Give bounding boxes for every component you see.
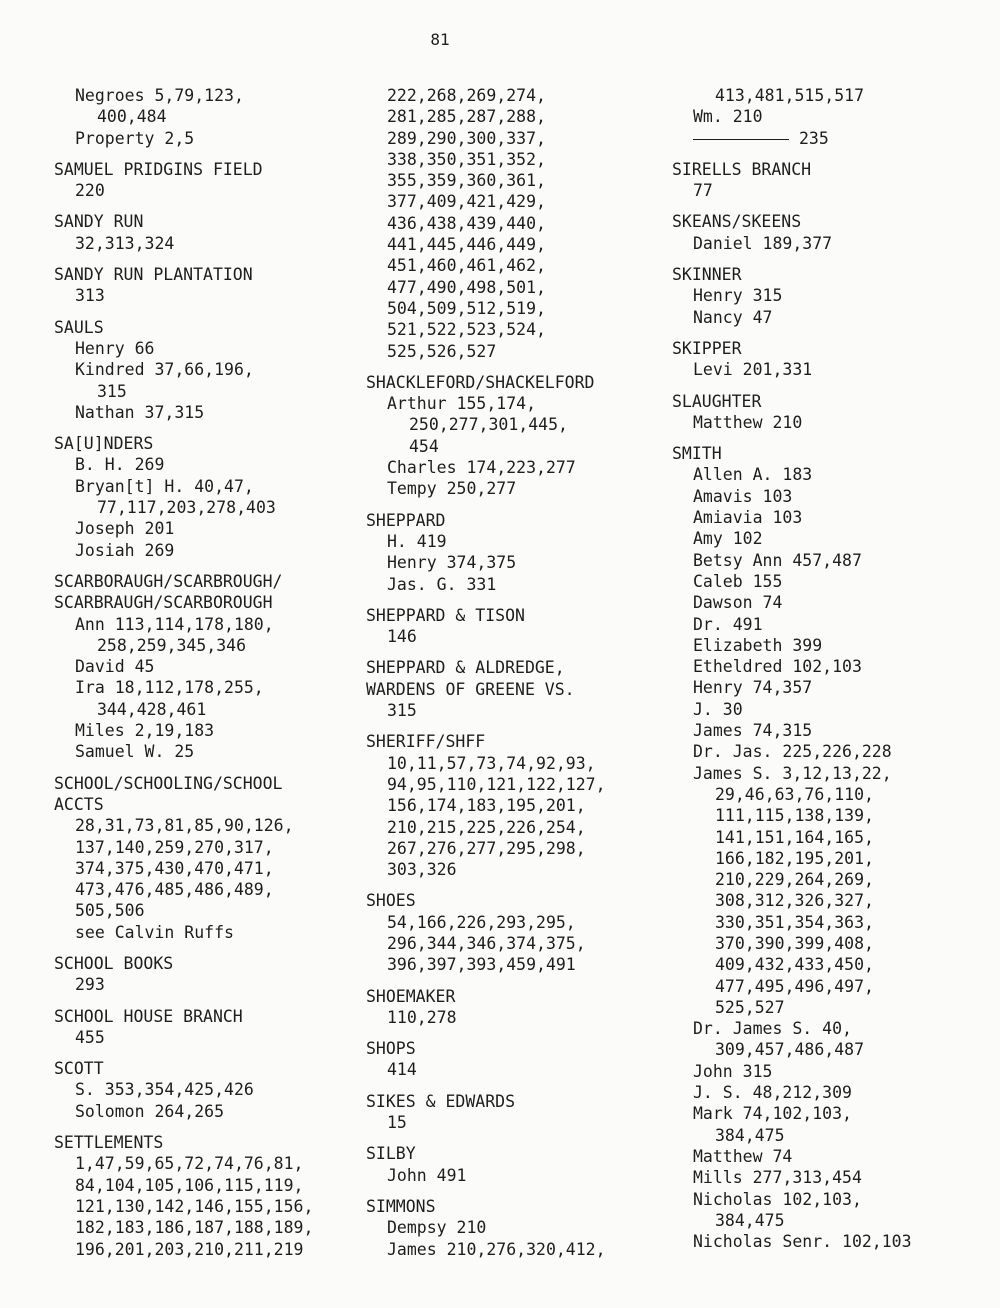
entry-heading: SIRELLS BRANCH — [672, 159, 812, 179]
entry-line: Nicholas Senr. 102,103 — [693, 1232, 912, 1252]
entry-line: J. 30 — [693, 699, 743, 719]
entry-line: Samuel W. 25 — [75, 742, 195, 762]
index-entry — [366, 1143, 666, 1186]
entry-heading: SHERIFF/SHFF — [366, 732, 486, 752]
entry-line: 344,428,461 — [97, 699, 207, 719]
entry-line: H. 419 — [387, 531, 447, 551]
entry-line: 54,166,226,293,295, — [387, 912, 576, 932]
entry-line: Henry 374,375 — [387, 553, 517, 573]
entry-line: S. 353,354,425,426 — [75, 1080, 254, 1100]
entry-line: 77 — [693, 181, 713, 201]
entry-line: Amy 102 — [693, 529, 763, 549]
entry-line: Kindred 37,66,196, — [75, 360, 254, 380]
entry-line: 436,438,439,440, — [387, 213, 546, 233]
entry-line: 281,285,287,288, — [387, 107, 546, 127]
entry-line: Mills 277,313,454 — [693, 1168, 862, 1188]
entry-line: 220 — [75, 181, 105, 201]
entry-line: 210,229,264,269, — [715, 870, 874, 890]
entry-line: 355,359,360,361, — [387, 171, 546, 191]
blank-name-line — [693, 139, 789, 140]
entry-line: David 45 — [75, 657, 155, 677]
index-entry — [366, 890, 666, 975]
entry-line: 384,475 — [715, 1210, 785, 1230]
index-entry — [366, 605, 666, 648]
entry-line: 1,47,59,65,72,74,76,81, — [75, 1154, 304, 1174]
entry-line: Etheldred 102,103 — [693, 657, 862, 677]
entry-heading: SCHOOL/SCHOOLING/SCHOOL — [54, 773, 283, 793]
index-entry — [54, 433, 354, 561]
index-entry — [366, 986, 666, 1029]
index-entry — [54, 211, 354, 254]
entry-line: B. H. 269 — [75, 455, 165, 475]
index-entry — [366, 1196, 666, 1260]
entry-heading: SLAUGHTER — [672, 391, 762, 411]
entry-line: 94,95,110,121,122,127, — [387, 774, 606, 794]
entry-heading: SIKES & EDWARDS — [366, 1091, 516, 1111]
entry-line: 289,290,300,337, — [387, 128, 546, 148]
entry-line: John 315 — [693, 1061, 773, 1081]
entry-heading: WARDENS OF GREENE VS. — [366, 679, 575, 699]
entry-line: Mark 74,102,103, — [693, 1104, 852, 1124]
entry-line: John 491 — [387, 1165, 467, 1185]
entry-line: 121,130,142,146,155,156, — [75, 1196, 314, 1216]
entry-line: 451,460,461,462, — [387, 256, 546, 276]
entry-line: Henry 66 — [75, 338, 155, 358]
index-entry — [366, 1038, 666, 1081]
entry-heading: SHOES — [366, 891, 416, 911]
entry-line: Solomon 264,265 — [75, 1101, 225, 1121]
entry-line: Dempsy 210 — [387, 1218, 487, 1238]
entry-line: 330,351,354,363, — [715, 912, 874, 932]
entry-line: Arthur 155,174, — [387, 394, 537, 414]
entry-line: 267,276,277,295,298, — [387, 838, 586, 858]
entry-line: Tempy 250,277 — [387, 479, 517, 499]
index-entry — [672, 443, 992, 1252]
index-entry — [54, 1006, 354, 1049]
entry-line: Bryan[t] H. 40,47, — [75, 476, 254, 496]
entry-line: Amavis 103 — [693, 486, 793, 506]
entry-line: Dr. 491 — [693, 614, 763, 634]
entry-line: Josiah 269 — [75, 540, 175, 560]
entry-line: 477,490,498,501, — [387, 277, 546, 297]
entry-line: 111,115,138,139, — [715, 806, 874, 826]
entry-line: 384,475 — [715, 1125, 785, 1145]
entry-line: 315 — [387, 701, 417, 721]
entry-line: Property 2,5 — [75, 128, 195, 148]
index-entry — [672, 211, 992, 254]
index-entry — [54, 1132, 354, 1260]
entry-heading: SCARBRAUGH/SCARBOROUGH — [54, 593, 273, 613]
entry-line: Nancy 47 — [693, 307, 773, 327]
entry-line — [672, 128, 992, 149]
entry-line: 377,409,421,429, — [387, 192, 546, 212]
entry-line: 15 — [387, 1113, 407, 1133]
entry-heading: SKEANS/SKEENS — [672, 212, 802, 232]
entry-line-text: 235 — [799, 128, 829, 148]
entry-line: 110,278 — [387, 1007, 457, 1027]
entry-heading: SKIPPER — [672, 338, 742, 358]
entry-line: Matthew 210 — [693, 412, 803, 432]
index-entry — [672, 264, 992, 328]
entry-line: Ira 18,112,178,255, — [75, 678, 264, 698]
entry-line: 166,182,195,201, — [715, 848, 874, 868]
entry-line: see Calvin Ruffs — [75, 922, 234, 942]
entry-line: 296,344,346,374,375, — [387, 933, 586, 953]
entry-line: 525,527 — [715, 997, 785, 1017]
entry-line: James S. 3,12,13,22, — [693, 763, 892, 783]
entry-heading: SA[U]NDERS — [54, 434, 154, 454]
entry-heading: SANDY RUN PLANTATION — [54, 265, 253, 285]
entry-line: 210,215,225,226,254, — [387, 817, 586, 837]
entry-line: 309,457,486,487 — [715, 1040, 865, 1060]
entry-line: Dr. Jas. 225,226,228 — [693, 742, 892, 762]
entry-line: Levi 201,331 — [693, 360, 813, 380]
index-column-1 — [54, 85, 354, 1270]
entry-line: James 74,315 — [693, 721, 813, 741]
entry-line: Dawson 74 — [693, 593, 783, 613]
entry-heading: SHACKLEFORD/SHACKELFORD — [366, 372, 595, 392]
entry-heading: SMITH — [672, 444, 722, 464]
entry-heading: SETTLEMENTS — [54, 1133, 164, 1153]
entry-heading: SIMMONS — [366, 1196, 436, 1216]
entry-line: 250,277,301,445, — [409, 415, 568, 435]
entry-line: 196,201,203,210,211,219 — [75, 1239, 304, 1259]
entry-heading: SKINNER — [672, 265, 742, 285]
entry-heading: SHEPPARD & TISON — [366, 605, 525, 625]
entry-line: Miles 2,19,183 — [75, 721, 215, 741]
entry-line: 441,445,446,449, — [387, 235, 546, 255]
index-column-2 — [366, 85, 666, 1270]
index-entry — [54, 85, 354, 149]
page-number: 81 — [430, 30, 450, 49]
entry-line: 338,350,351,352, — [387, 149, 546, 169]
entry-line: Daniel 189,377 — [693, 233, 833, 253]
entry-line: 146 — [387, 627, 417, 647]
index-entry — [366, 372, 666, 500]
entry-line: 370,390,399,408, — [715, 933, 874, 953]
entry-line: 77,117,203,278,403 — [97, 498, 276, 518]
entry-line: Caleb 155 — [693, 571, 783, 591]
entry-line: 400,484 — [97, 107, 167, 127]
entry-line: 308,312,326,327, — [715, 891, 874, 911]
entry-heading: SANDY RUN — [54, 212, 144, 232]
index-entry — [366, 85, 666, 362]
entry-heading: SHEPPARD & ALDREDGE, — [366, 658, 565, 678]
index-entry — [366, 1091, 666, 1134]
entry-line: Charles 174,223,277 — [387, 458, 576, 478]
entry-line: 141,151,164,165, — [715, 827, 874, 847]
entry-heading: SCHOOL HOUSE BRANCH — [54, 1006, 243, 1026]
entry-line: 473,476,485,486,489, — [75, 880, 274, 900]
index-entry — [54, 1058, 354, 1122]
entry-line: 258,259,345,346 — [97, 635, 247, 655]
entry-line: 315 — [97, 381, 127, 401]
index-entry — [54, 773, 354, 943]
entry-line: 374,375,430,470,471, — [75, 858, 274, 878]
entry-line: Negroes 5,79,123, — [75, 86, 244, 105]
entry-line: 455 — [75, 1027, 105, 1047]
entry-line: 454 — [409, 436, 439, 456]
entry-heading: SCHOOL BOOKS — [54, 953, 174, 973]
entry-line: 84,104,105,106,115,119, — [75, 1175, 304, 1195]
entry-line: 32,313,324 — [75, 233, 175, 253]
entry-line: Jas. G. 331 — [387, 574, 497, 594]
entry-heading: SHOPS — [366, 1039, 416, 1059]
entry-line: 505,506 — [75, 901, 145, 921]
entry-heading: SCOTT — [54, 1059, 104, 1079]
index-entry — [672, 338, 992, 381]
entry-line: 293 — [75, 975, 105, 995]
entry-line: 10,11,57,73,74,92,93, — [387, 753, 596, 773]
entry-line: 525,526,527 — [387, 341, 497, 361]
entry-line: Henry 74,357 — [693, 678, 813, 698]
entry-line: Dr. James S. 40, — [693, 1019, 852, 1039]
index-entry — [366, 731, 666, 880]
index-entry — [54, 159, 354, 202]
entry-line: 182,183,186,187,188,189, — [75, 1218, 314, 1238]
entry-line: 29,46,63,76,110, — [715, 784, 874, 804]
entry-line: 222,268,269,274, — [387, 86, 546, 105]
entry-heading: SAMUEL PRIDGINS FIELD — [54, 159, 263, 179]
entry-line: 521,522,523,524, — [387, 320, 546, 340]
index-entry — [672, 159, 992, 202]
index-entry — [54, 571, 354, 763]
entry-line: 504,509,512,519, — [387, 298, 546, 318]
entry-heading: SCARBORAUGH/SCARBROUGH/ — [54, 571, 283, 591]
entry-line: 313 — [75, 286, 105, 306]
entry-line: 156,174,183,195,201, — [387, 796, 586, 816]
entry-heading: SILBY — [366, 1144, 416, 1164]
entry-line: Nicholas 102,103, — [693, 1189, 862, 1209]
index-entry — [54, 953, 354, 996]
entry-line: J. S. 48,212,309 — [693, 1083, 852, 1103]
entry-line: Ann 113,114,178,180, — [75, 614, 274, 634]
entry-heading: SAULS — [54, 317, 104, 337]
index-entry — [54, 264, 354, 307]
entry-line: Elizabeth 399 — [693, 635, 823, 655]
entry-heading: ACCTS — [54, 794, 104, 814]
entry-line: Allen A. 183 — [693, 465, 813, 485]
entry-line: 396,397,393,459,491 — [387, 955, 576, 975]
entry-line: 303,326 — [387, 860, 457, 880]
entry-line: Nathan 37,315 — [75, 402, 205, 422]
index-entry — [366, 510, 666, 595]
entry-line: 137,140,259,270,317, — [75, 837, 274, 857]
index-column-3 — [672, 85, 992, 1262]
index-entry — [54, 317, 354, 423]
entry-line: 28,31,73,81,85,90,126, — [75, 816, 294, 836]
entry-line: Betsy Ann 457,487 — [693, 550, 862, 570]
entry-line: Wm. 210 — [693, 107, 763, 127]
entry-line: 477,495,496,497, — [715, 976, 874, 996]
index-entry — [366, 657, 666, 721]
entry-line: Henry 315 — [693, 286, 783, 306]
entry-line: Matthew 74 — [693, 1146, 793, 1166]
entry-line: Joseph 201 — [75, 519, 175, 539]
entry-line: 413,481,515,517 — [715, 86, 865, 105]
entry-line: James 210,276,320,412, — [387, 1239, 606, 1259]
entry-line: Amiavia 103 — [693, 508, 803, 528]
entry-line: 414 — [387, 1060, 417, 1080]
index-entry — [672, 391, 992, 434]
entry-heading: SHEPPARD — [366, 510, 446, 530]
entry-heading: SHOEMAKER — [366, 986, 456, 1006]
index-entry — [672, 85, 992, 149]
entry-line: 409,432,433,450, — [715, 955, 874, 975]
